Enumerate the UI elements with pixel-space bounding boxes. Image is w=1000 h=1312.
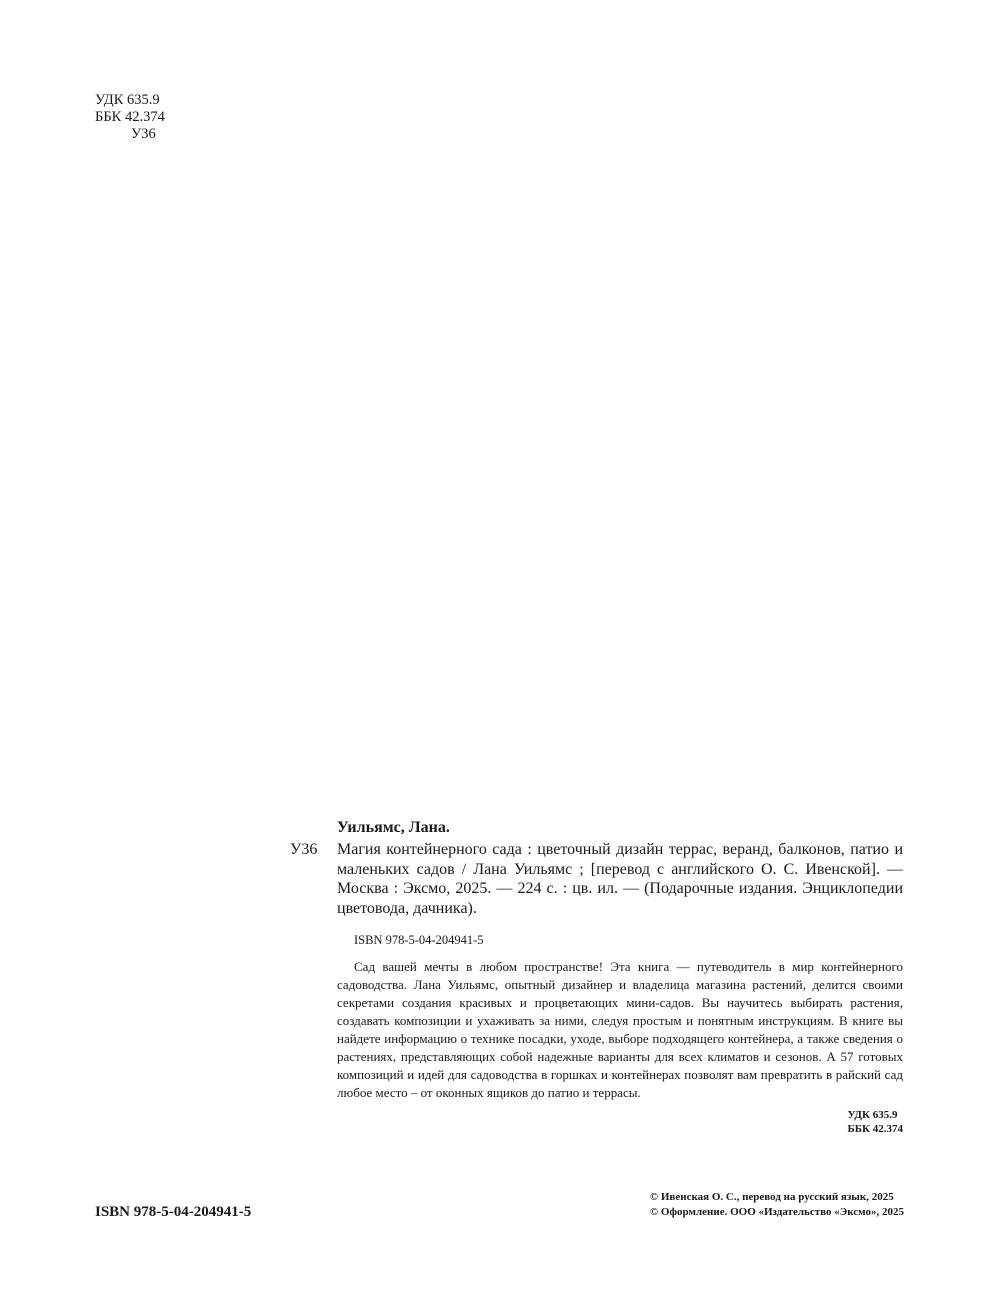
record-author: Уильямс, Лана.	[337, 819, 450, 836]
copyright-translation: © Ивенская О. С., перевод на русский язык, 2025	[649, 1191, 894, 1203]
record-isbn: ISBN 978-5-04-204941-5	[354, 933, 484, 947]
author-mark: У36	[131, 126, 156, 142]
bbk-code: ББК 42.374	[95, 109, 165, 125]
record-description: Магия контейнерного сада : цветочный дизайн террас, веранд, балконов, патио и маленьких садов / Лана Уильямс ; [перевод с английского О. С. Ивенской]. — Москва : Эксмо, 2025. — 224 с. : цв. ил. — (Подарочные издания. Энциклопедии цветовода, дачника).	[337, 841, 903, 917]
footer-isbn: ISBN 978-5-04-204941-5	[95, 1204, 252, 1220]
header-classification	[95, 92, 165, 143]
record-author-mark: У36	[290, 841, 318, 858]
bibliographic-record	[337, 818, 903, 1136]
record-udk: УДК 635.9	[847, 1109, 898, 1121]
record-annotation: Сад вашей мечты в любом пространстве! Эта книга — путеводитель в мир контейнерного садоводства. Лана Уильямс, опытный дизайнер и владелица магазина растений, делится своими секретами создания красивых и процветающих мини-садов. Вы научитесь выбирать растения, создавать композиции и ухаживать за ними, следуя простым и понятным инструкциям. В книге вы найдете информацию о технике посадки, уходе, выборе подходящего контейнера, а также сведения о растениях, представляющих собой надежные варианты для всех климатов и сезонов. А 57 готовых композиций и идей для садоводства в горшках и контейнерах позволят вам превратить в райский сад любое место – от оконных ящиков до патио и террасы.	[337, 959, 903, 1100]
record-classification	[337, 1108, 903, 1136]
copyright-block	[650, 1190, 904, 1220]
udk-code: УДК 635.9	[95, 92, 160, 108]
record-bbk: ББК 42.374	[847, 1123, 903, 1135]
copyright-design: © Оформление. ООО «Издательство «Эксмо», 2025	[649, 1206, 904, 1218]
